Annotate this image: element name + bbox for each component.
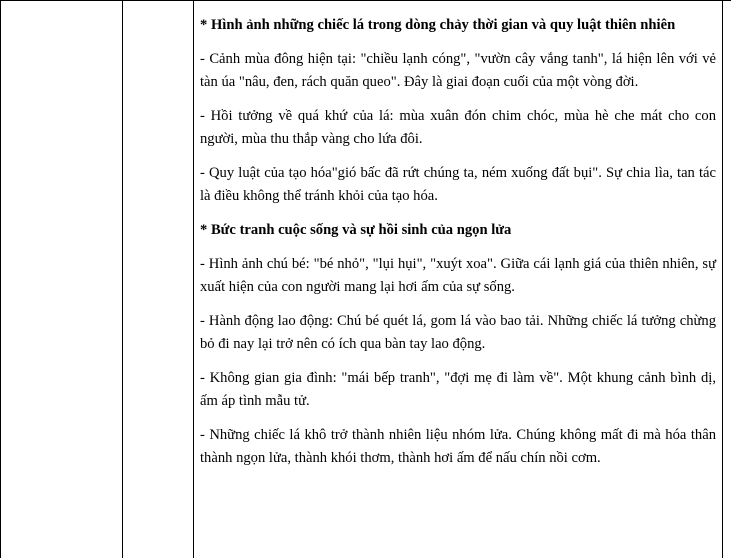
paragraph-little-boy: - Hình ảnh chú bé: "bé nhỏ", "lụi hụi", "xuýt xoa". Giữa cái lạnh giá của thiên nhiên, sự xuất hiện của con người mang lại hơi ấm của sự sống. bbox=[200, 256, 716, 295]
paragraph-nature-law: - Quy luật của tạo hóa"gió bấc đã rứt chúng ta, ném xuống đất bụi". Sự chia lìa, tan tác là điều không thể tránh khỏi của tạo hóa. bbox=[200, 165, 716, 204]
table-divider-2 bbox=[193, 1, 194, 558]
paragraph-family-space: - Không gian gia đình: "mái bếp tranh", "đợi mẹ đi làm về". Một khung cảnh bình dị, ấm áp tình mẫu tử. bbox=[200, 370, 716, 409]
paragraph-labor: - Hành động lao động: Chú bé quét lá, gom lá vào bao tải. Những chiếc lá tưởng chừng bỏ đi nay lại trở nên có ích qua bàn tay lao động. bbox=[200, 313, 716, 352]
section-heading-leaves: * Hình ảnh những chiếc lá trong dòng chảy thời gian và quy luật thiên nhiên bbox=[200, 17, 676, 33]
table-divider-1 bbox=[122, 1, 123, 558]
section-heading-life: * Bức tranh cuộc sống và sự hồi sinh của ngọn lửa bbox=[200, 222, 512, 238]
paragraph-winter-scene: - Cảnh mùa đông hiện tại: "chiều lạnh cóng", "vườn cây vắng tanh", lá hiện lên với vẻ tàn úa "nâu, đen, rách quăn queo". Đây là giai đoạn cuối của một vòng đời. bbox=[200, 51, 716, 90]
paragraph-dry-leaves-fire: - Những chiếc lá khô trở thành nhiên liệu nhóm lửa. Chúng không mất đi mà hóa thân thành ngọn lửa, thành khói thơm, thành hơi ấm để nấu chín nồi cơm. bbox=[200, 427, 716, 466]
content-cell bbox=[200, 1, 716, 470]
paragraph-past-memories: - Hồi tưởng về quá khứ của lá: mùa xuân đón chim chóc, mùa hè che mát cho con người, mùa thu thắp vàng cho lứa đôi. bbox=[200, 108, 716, 147]
table-border-right bbox=[722, 1, 723, 558]
table-border-left bbox=[0, 1, 1, 558]
